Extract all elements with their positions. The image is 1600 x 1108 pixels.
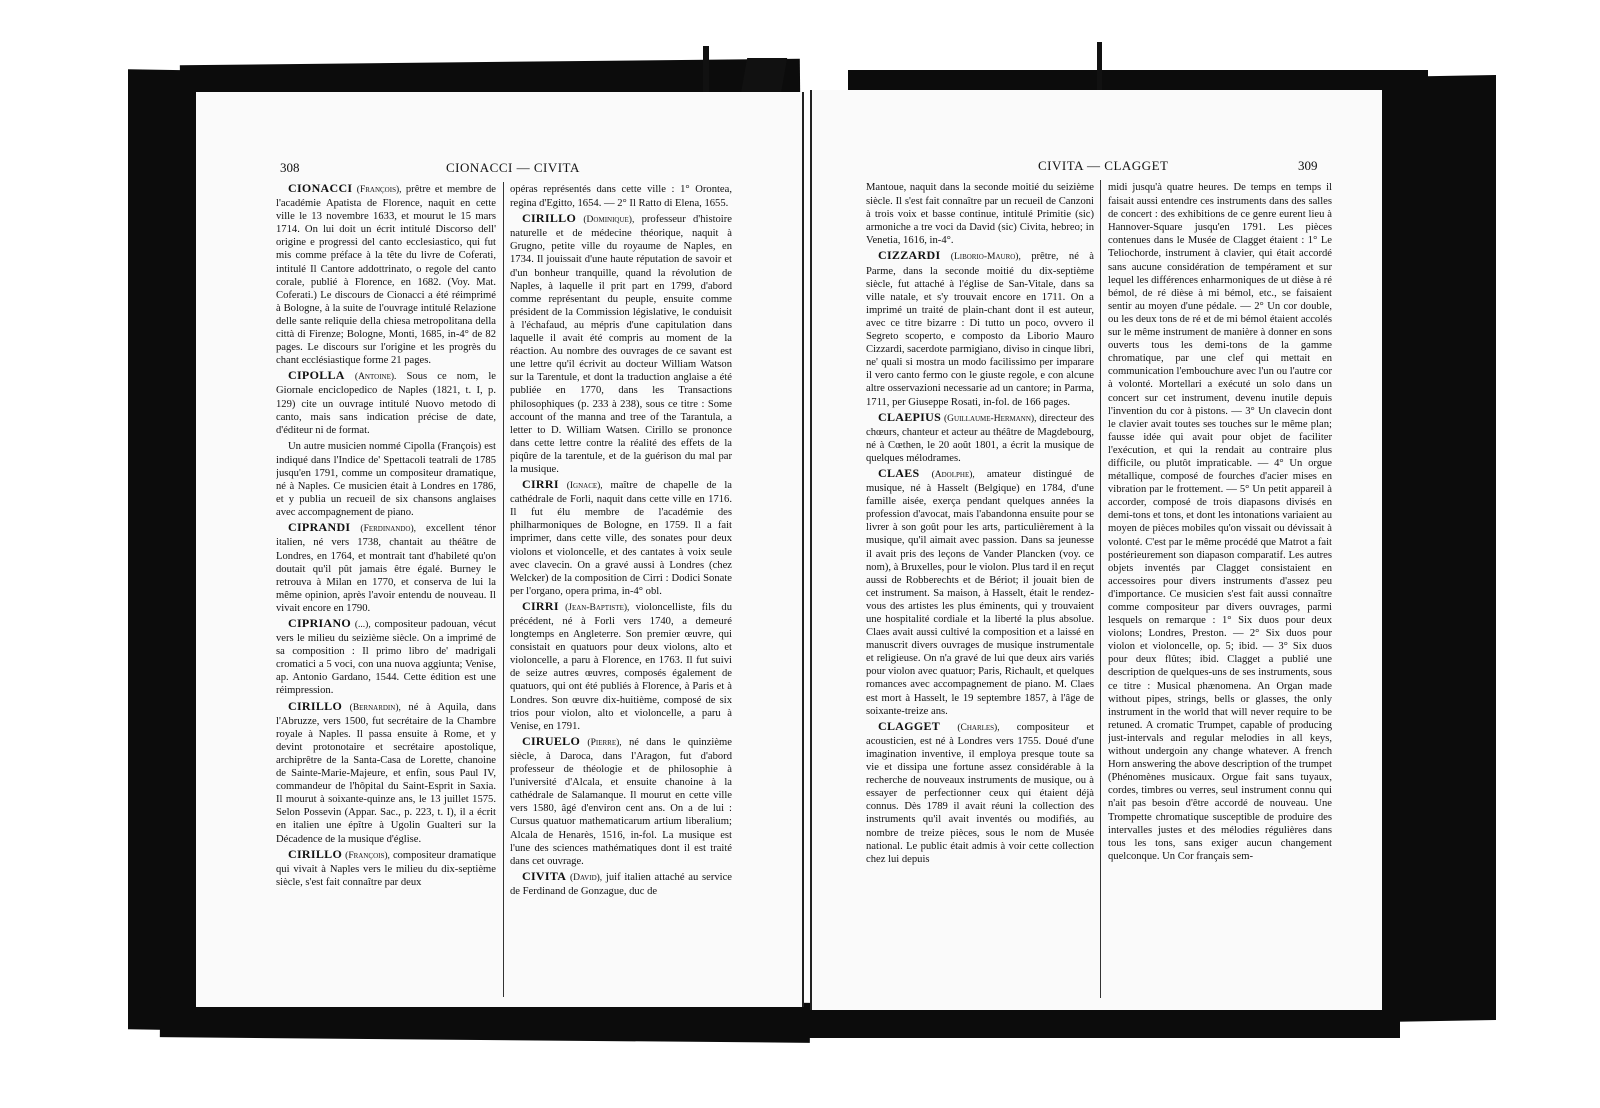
dictionary-entry: CIPOLLA (Antoine). Sous ce nom, le Giornale enciclopedico de Naples (1821, t. I, p. 129) cite un ouvrage intitulé Nuovo metodo di canto, mais sans indication précise de date, d'éditeur ni de format. [276, 368, 496, 436]
dictionary-entry: CIONACCI (François), prêtre et membre de l'académie Apatista de Florence, naquit en cette ville le 13 novembre 1633, et mourut le 15 mars 1714. On lui doit un écrit intitulé Discorso dell' origine e progressi del canto ecclesiastico, qui fut mis comme préface à la tête du livre de Coferati, intitulé Il Cantore addottrinato, o regole del canto corale, publié à Florence, en 1682. (Voy. Mat. Coferati.) Le discours de Cionacci a été réimprimé à Bologne, à la suite de l'ouvrage intitulé Relazione delle sante reliquie della chiesa metropolitana della città di Firenze; Bologne, Monti, 1685, in-4° de 82 pages. Le discours sur l'origine et les progrès du chant ecclésiastique forme 21 pages. [276, 182, 496, 367]
dictionary-entry: CIZZARDI (Liborio-Mauro), prêtre, né à Parme, dans la seconde moitié du dix-septième siècle, fut attaché à l'église de San-Vitale, dans sa ville natale, et s'y trouvait encore en 1711. On a imprimé un traité de plain-chant dont il est auteur, avec ce titre bizarre : Di tutto un poco, ovvero il Segreto scoperto, e composto da Liborio Mauro Cizzardi, sacerdote parmigiano, diviso in cinque libri, ne' quali si mostra un modo facilissimo per imparare il vero canto fermo con le giuste regole, e con alcune altre osservazioni necessarie ad un cantore; in Parma, 1711, per Giuseppe Rosati, in-fol. de 166 pages. [866, 248, 1094, 408]
dictionary-entry: Mantoue, naquit dans la seconde moitié du seizième siècle. Il s'est fait connaître par un recueil de Canzoni à trois voix et basse continue, intitulé Primitie (sic) armoniche a tre voci da David (sic) Civita, hebreo; in Venetia, 1616, in-4°. [866, 182, 1094, 247]
page-number-left: 308 [280, 160, 300, 175]
column-divider-right [1100, 180, 1101, 998]
dictionary-entry: CIVITA (David), juif italien attaché au service de Ferdinand de Gonzague, duc de [510, 868, 732, 897]
dictionary-entry: CIPRIANO (...), compositeur padouan, vécut vers le milieu du seizième siècle. On a imprimé de sa composition : Il primo libro de' madrigali cromatici a 5 voci, con una nuova aggiunta; Venise, ap. Antonio Gardano, 1544. Cette édition est une réimpression. [276, 616, 496, 697]
scan-border-right [1378, 75, 1496, 1022]
dictionary-entry: CIRRI (Jean-Baptiste), violoncelliste, fils du précédent, né à Forli vers 1740, a demeuré longtemps en Angleterre. Son premier œuvre, qui consistait en quatuors pour deux violons, alto et violoncelle, a paru à Florence, en 1763. Il fut suivi de seize autres œuvres, composés également de quatuors, qui ont été publiés à Florence, à Paris et à Londres. Son œuvre dix-huitième, composé de six trios pour violon, alto et violoncelle, a paru à Venise, en 1791. [510, 598, 732, 732]
spine-mark-center [741, 58, 787, 94]
dictionary-entry: opéras représentés dans cette ville : 1° Orontea, regina d'Egitto, 1654. — 2° Il Ratto di Elena, 1655. [510, 184, 732, 210]
scan-border-bottom-right [780, 1008, 1400, 1038]
dictionary-entry: Un autre musicien nommé Cipolla (François) est indiqué dans l'Indice de' Spettacoli teatrali de 1785 jusqu'en 1791, comme un compositeur dramatique, né à Naples. Ce musicien était à Londres en 1786, et y publia un recueil de six chansons anglaises avec accompagnement de piano. [276, 440, 496, 519]
spine-mark-left [703, 46, 709, 96]
dictionary-entry: CLAEPIUS (Guillaume-Hermann), directeur des chœurs, chanteur et acteur au théâtre de Magdebourg, né à Cœthen, le 20 août 1801, a écrit la musique de quelques mélodrames. [866, 409, 1094, 464]
dictionary-entry: CIRILLO (Bernardin), né à Aquila, dans l'Abruzze, vers 1500, fut secrétaire de la Chambre royale à Naples. Il passa ensuite à Rome, et y devint protonotaire et secrétaire apostolique, archiprêtre de la Santa-Casa de Lorette, chanoine de Sainte-Marie-Majeure, et enfin, sous Paul IV, commandeur de l'hôpital du Saint-Esprit in Saxia. Il mourut à soixante-quinze ans, le 13 juillet 1575. Selon Possevin (Appar. Sac., p. 223, t. I), il a écrit en italien une épître à Ugolin Gualteri sur la Décadence de la musique d'église. [276, 698, 496, 845]
dictionary-entry: CLAES (Adolphe), amateur distingué de musique, né à Hasselt (Belgique) en 1784, d'une famille aisée, exerça pendant quelques années la profession d'avocat, mais l'abandonna ensuite pour se livrer à son goût pour les arts, particulièrement à la musique, qu'il aimait avec passion. Dans sa jeunesse il avait pris des leçons de Vander Plancken (voy. ce nom), à Bruxelles, pour le violon. Plus tard il en reçut aussi de Robberechts et de Bériot; il jouait bien de cet instrument. Sa maison, à Hasselt, était le rendez-vous des artistes les plus éminents, qui y trouvaient une hospitalité cordiale et la liberté la plus absolue. Claes avait aussi cultivé la composition et a laissé en manuscrit divers ouvrages de musique instrumentale et religieuse. On n'a gravé de lui que deux airs variés pour violon avec quatuor; Paris, Richault, et quelques romances avec accompagnement de piano. M. Claes est mort à Hasselt, le 19 septembre 1857, à l'âge de soixante-treize ans. [866, 465, 1094, 717]
running-head-left: CIONACCI — CIVITA [446, 160, 580, 175]
right-page-column-1 [866, 180, 1094, 998]
left-page-column-2 [510, 182, 732, 997]
right-page [810, 90, 1382, 1010]
column-divider-left [503, 182, 504, 997]
dictionary-entry: CIRILLO (Dominique), professeur d'histoire naturelle et de médecine théorique, naquit à Grugno, petite ville du royaume de Naples, en 1734. Il jouissait d'une haute réputation de savoir et d'un bonheur tranquille, quand la révolution de Naples, à laquelle il prit part en 1799, d'abord comme représentant du peuple, ensuite comme président de la Commission législative, le conduisit à l'échafaud, au mépris d'une capitulation dans laquelle il avait été compris au moment de la réaction. Au nombre des ouvrages de ce savant est une lettre qu'il écrivit au docteur William Watson sur la Tarentule, et dont la traduction anglaise a été publiée en 1770, dans les Transactions philosophiques (p. 233 à 238), sous ce titre : Some account of the manna and tree of the Tarantula, a letter to D. William Watsen. Cirillo se prononce dans cette lettre contre la réalité des effets de la piqûre de la tarentule, et de la guérison du mal par la musique. [510, 211, 732, 475]
left-page [196, 92, 804, 1007]
dictionary-entry: CIRILLO (François), compositeur dramatique qui vivait à Naples vers le milieu du dix-septième siècle, s'est fait connaître par deux [276, 846, 496, 888]
dictionary-entry: midi jusqu'à quatre heures. De temps en temps il faisait aussi entendre ces instruments dans des salles de concert : des exhibitions de ce genre eurent lieu à Hannover-Square jusqu'en 1791. Les pièces contenues dans le Musée de Clagget étaient : 1° Le Teliochorde, instrument à clavier, qui était accordé sans aucune considération de tempérament et sur lequel les différences enharmoniques de ut dièse à ré bémol, de ré dièse à mi bémol, etc., se faisaient sentir au moyen d'une pédale. — 2° Un cor double, ou les deux tons de ré et de mi bémol étaient accolés sur le même instrument de manière à donner en sons ouverts tous les demi-tons de la gamme chromatique, par une clef qui mettait en communication l'embouchure avec l'un ou l'autre cor à volonté. Mortellari a exécuté un solo dans un concert sur cet instrument, devenu inutile depuis l'invention du cor à pistons. — 3° Un clavecin dont le clavier avait toutes ses touches sur le même plan; fausse idée qui avait pour objet de faciliter l'exécution, et qui la rendait au contraire plus difficile, ou plutôt impraticable. — 4° Un orgue métallique, composé de fourches d'acier mises en vibration par le frottement. — 5° Un petit appareil à accorder, composé de trois diapasons divisés en demi-tons et tons, et dont les intonations variaient au moyen de pièces mobiles qu'on vissait ou dévissait à volonté. C'est par le même procédé que Matrot a fait postérieurement son diapason comparatif. Les autres objets inventés par Clagget consistaient en accessoires pour divers instruments d'assez peu d'importance. Ce musicien s'est fait aussi connaître comme compositeur par divers ouvrages, parmi lesquels on remarque : 1° Six duos pour deux violons; Londres, Preston. — 2° Six duos pour violon et violoncelle, op. 5; ibid. — 3° Six duos pour deux flûtes; ibid. Clagget a publié une description de quelques-uns de ses instruments, sous ce titre : Musical phænomena. An Organ made without pipes, strings, bells or glasses, the only instrument in the world that will never require to be retuned. A cromatic Trumpet, capable of producing just-intervals and regular melodies in all keys, without undergoin any change whatever. A french Horn answering the above description of the trumpet (Phénomènes musicaux. Orgue fait sans tuyaux, cordes, timbres ou verres, seul instrument connu qui n'ait pas besoin d'être accordé de nouveau. Une Trompette chromatique susceptible de produire des intervalles justes et des mélodies régulières dans tous les tons, sans exiger aucun changement quelconque. Un Cor français sem- [1108, 182, 1332, 862]
running-head-right: CIVITA — CLAGGET [1038, 158, 1169, 173]
page-number-right: 309 [1298, 158, 1318, 173]
dictionary-entry: CLAGGET (Charles), compositeur et acousticien, est né à Londres vers 1755. Doué d'une imagination inventive, il employa presque toute sa vie et dissipa une fortune assez considérable à la recherche de nouveaux instruments de musique, ou à essayer de perfectionner ceux qui étaient déjà connus. Dès 1789 il avait réuni la collection des instruments qu'il avait inventés ou modifiés, au nombre de treize pièces, sous le nom de Musée national. Le public était admis à voir cette collection chez lui depuis [866, 718, 1094, 865]
dictionary-entry: CIPRANDI (Ferdinando), excellent ténor italien, né vers 1738, chantait au théâtre de Londres, en 1764, et montrait tant d'habileté qu'on doutait qu'il pût jamais être égalé. Burney le retrouva à Milan en 1770, et conserva de lui la même opinion, après l'avoir entendu de nouveau. Il vivait encore en 1790. [276, 520, 496, 614]
dictionary-entry: CIRRI (Ignace), maître de chapelle de la cathédrale de Forli, naquit dans cette ville en 1716. Il fut élu membre de l'académie des philharmoniques de Bologne, en 1759. Il a fait imprimer, dans cette ville, des sonates pour deux violons et violoncelle, et des cantates à voix seule avec clavecin. On a gravé aussi à Londres (chez Welcker) de la composition de Cirri : Dodici Sonate per l'organo, opera prima, in-4° obl. [510, 477, 732, 597]
right-page-column-2 [1108, 180, 1332, 998]
dictionary-entry: CIRUELO (Pierre), né dans le quinzième siècle, à Daroca, dans l'Aragon, fut d'abord professeur de théologie et de philosophie à l'université d'Alcala, et ensuite chanoine à la cathédrale de Salamanque. Il mourut en cette ville vers 1580, âgé d'environ cent ans. On a de lui : Cursus quatuor mathematicarum artium liberalium; Alcala de Henarès, 1516, in-fol. La musique est l'une des sciences mathématiques dont il est traité dans cet ouvrage. [510, 733, 732, 867]
left-page-column-1 [276, 182, 496, 997]
